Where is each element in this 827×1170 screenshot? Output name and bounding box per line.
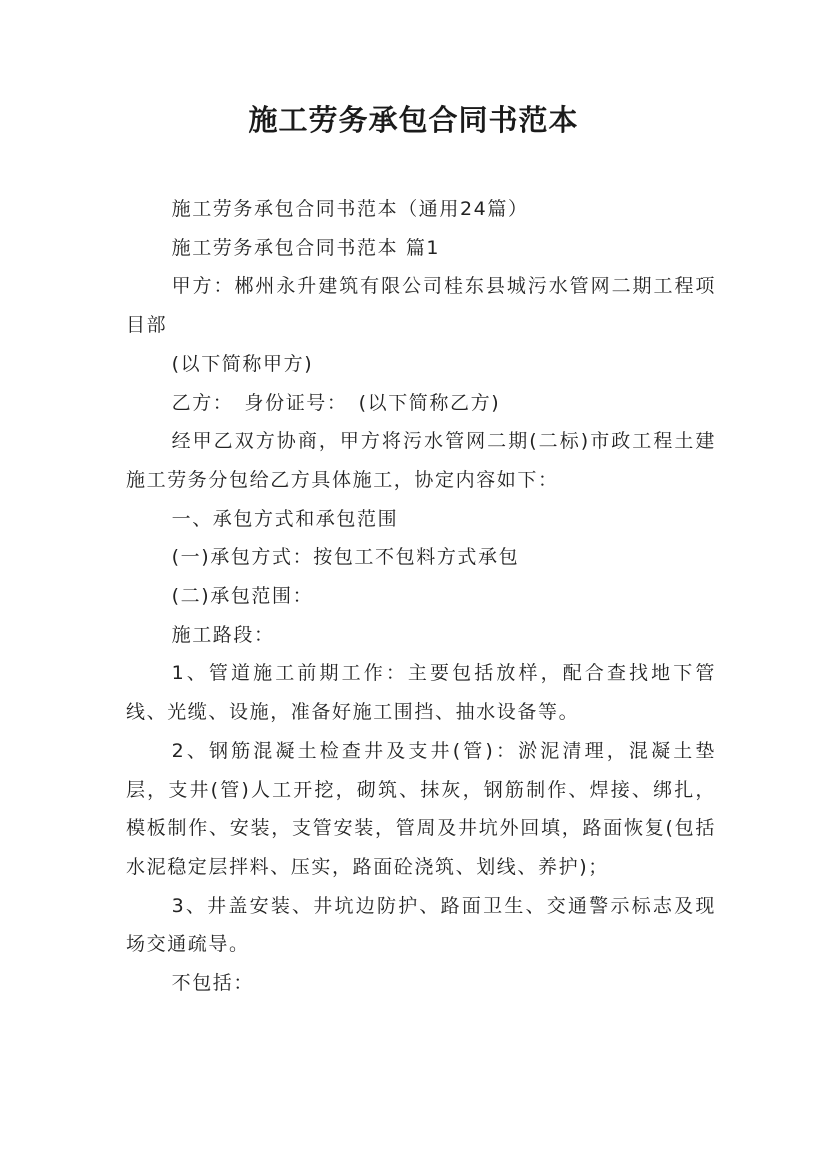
paragraph-section-heading: 施工劳务承包合同书范本 篇1 <box>171 236 441 259</box>
paragraph-contract-method: (一)承包方式：按包工不包料方式承包 <box>171 546 520 569</box>
paragraph-item-3: 3、井盖安装、井坑边防护、路面卫生、交通警示标志及现场交通疏导。 <box>126 894 716 956</box>
paragraph-contract-scope: (二)承包范围： <box>171 585 314 608</box>
paragraph-road-section: 施工路段： <box>171 623 275 646</box>
paragraph-item-2: 2、钢筋混凝土检查井及支井(管)：淤泥清理，混凝土垫层，支井(管)人工开挖，砌筑、抹灰，钢筋制作、焊接、绑扎，模板制作、安装，支管安装，管周及井坑外回填，路面恢复(包括水泥稳定层拌料、压实，路面砼浇筑、划线、养护)； <box>126 739 716 878</box>
paragraph-clause-1-heading: 一、承包方式和承包范围 <box>171 507 399 530</box>
paragraph-party-b: 乙方： 身份证号： (以下简称乙方) <box>171 391 501 414</box>
document-title: 施工劳务承包合同书范本 <box>248 103 579 137</box>
paragraph-party-a: 甲方：郴州永升建筑有限公司桂东县城污水管网二期工程项目部 <box>126 275 716 337</box>
paragraph-party-a-note: (以下简称甲方) <box>171 352 314 375</box>
paragraph-item-1: 1、管道施工前期工作：主要包括放样，配合查找地下管线、光缆、设施，准备好施工围挡、抽水设备等。 <box>126 662 716 724</box>
paragraph-agreement-intro: 经甲乙双方协商，甲方将污水管网二期(二标)市政工程土建施工劳务分包给乙方具体施工，协定内容如下： <box>126 430 716 491</box>
paragraph-exclusions: 不包括： <box>171 972 254 995</box>
paragraph-subtitle: 施工劳务承包合同书范本（通用24篇） <box>171 198 529 220</box>
document-body <box>126 190 716 1003</box>
